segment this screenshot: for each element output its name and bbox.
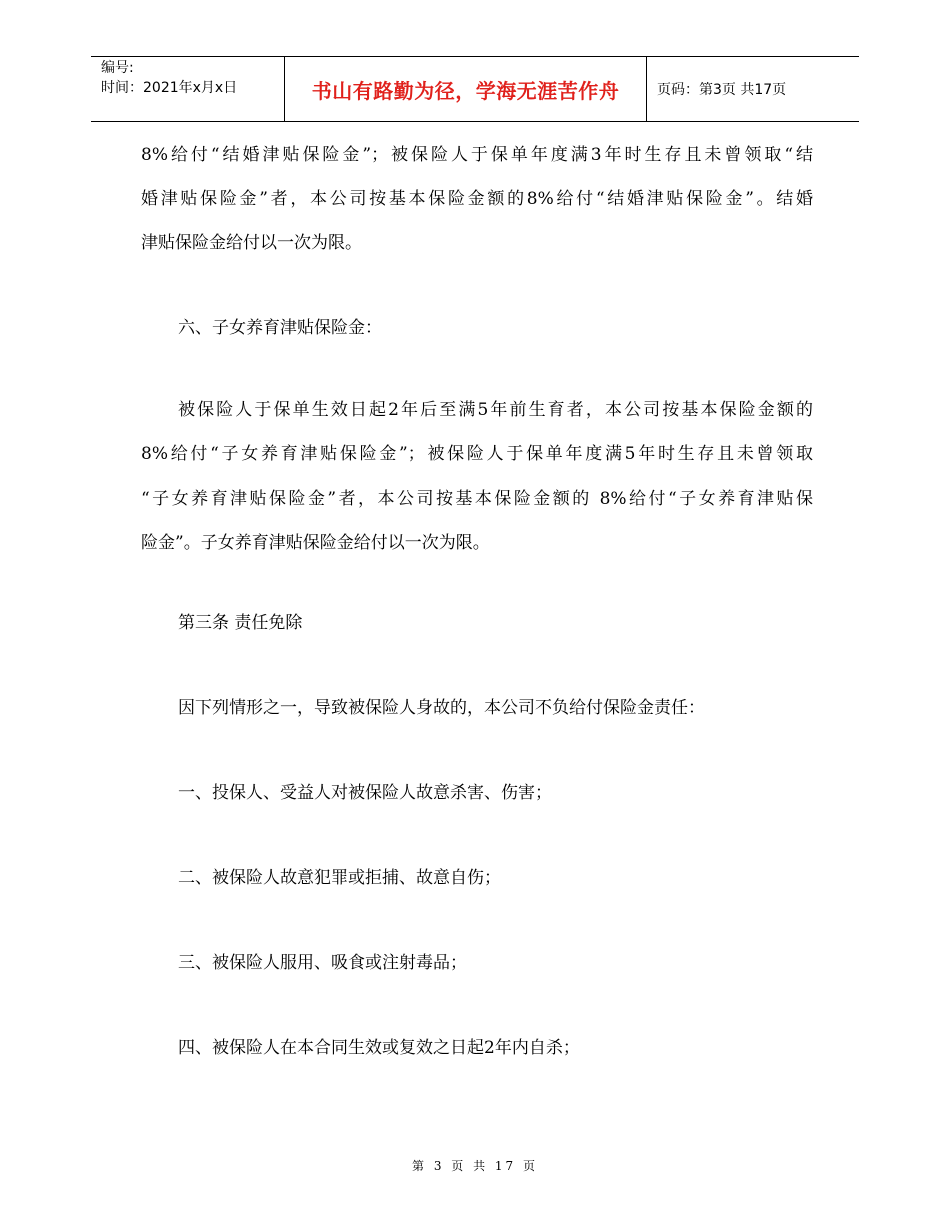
paragraph-line: 8%给付“子女养育津贴保险金”；被保险人于保单年度满5年时生存且未曾领取 — [141, 444, 813, 464]
document-number-label: 编号: — [101, 60, 134, 76]
list-item: 四、被保险人在本合同生效或复效之日起2年内自杀； — [178, 1038, 580, 1058]
page-footer: 第 3 页 共 17 页 — [412, 1159, 538, 1173]
header-meta — [91, 57, 285, 121]
paragraph-line: 险金”。子女养育津贴保险金给付以一次为限。 — [141, 533, 490, 553]
paragraph-line: “子女养育津贴保险金”者，本公司按基本保险金额的 8%给付“子女养育津贴保 — [141, 489, 813, 509]
page-header — [91, 56, 859, 122]
paragraph-line: 8%给付“结婚津贴保险金”；被保险人于保单年度满3年时生存且未曾领取“结 — [141, 145, 813, 165]
header-motto: 书山有路勤为径，学海无涯苦作舟 — [285, 57, 647, 121]
paragraph-line: 津贴保险金给付以一次为限。 — [141, 233, 362, 253]
paragraph-line: 被保险人于保单生效日起2年后至满5年前生育者，本公司按基本保险金额的 — [178, 400, 813, 420]
paragraph-line: 婚津贴保险金”者，本公司按基本保险金额的8%给付“结婚津贴保险金”。结婚 — [141, 189, 813, 209]
list-item: 二、被保险人故意犯罪或拒捕、故意自伤； — [178, 868, 501, 888]
document-time-label: 时间：2021年x月x日 — [101, 80, 238, 96]
list-item: 一、投保人、受益人对被保险人故意杀害、伤害； — [178, 783, 552, 803]
paragraph-line: 因下列情形之一，导致被保险人身故的，本公司不负给付保险金责任： — [178, 698, 705, 718]
list-item: 三、被保险人服用、吸食或注射毒品； — [178, 953, 467, 973]
section-heading: 六、子女养育津贴保险金： — [178, 318, 382, 338]
header-page-info: 页码：第3页 共17页 — [657, 82, 787, 98]
article-heading: 第三条 责任免除 — [178, 613, 303, 633]
